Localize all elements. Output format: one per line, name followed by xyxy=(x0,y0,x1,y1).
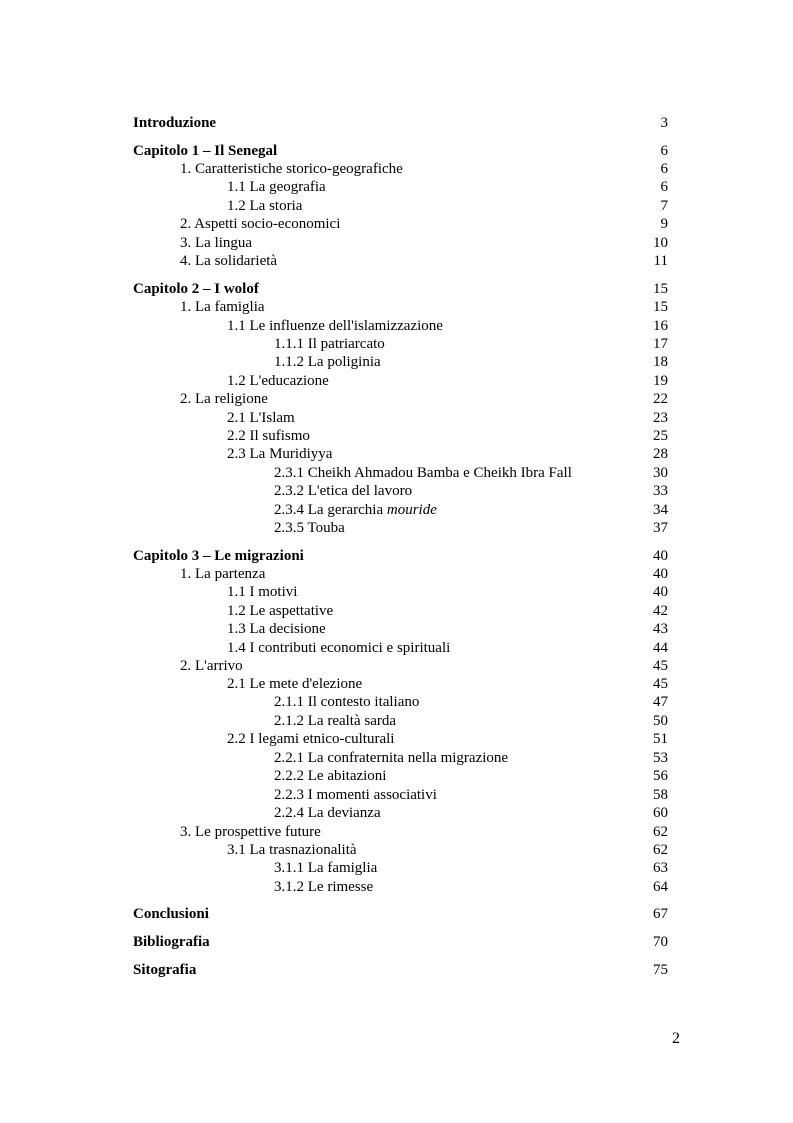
toc-entry-label: Capitolo 1 – Il Senegal xyxy=(133,143,278,159)
toc-entry-page: 56 xyxy=(653,768,668,784)
toc-entry-label: 3.1 La trasnazionalità xyxy=(227,842,357,858)
toc-entry-page: 3 xyxy=(660,115,668,131)
toc-entry[interactable] xyxy=(0,841,793,859)
toc-entry-page: 6 xyxy=(660,143,668,159)
toc-entry-page: 67 xyxy=(653,906,668,922)
toc-entry-label: 2.2.2 Le abitazioni xyxy=(274,768,387,784)
toc-entry[interactable] xyxy=(0,693,793,711)
toc-entry[interactable] xyxy=(0,583,793,601)
toc-entry-page: 28 xyxy=(653,446,668,462)
toc-entry-page: 34 xyxy=(653,502,668,518)
toc-entry-page: 50 xyxy=(653,713,668,729)
toc-entry-label: Bibliografia xyxy=(133,934,210,950)
toc-entry-introduzione[interactable] xyxy=(0,114,793,132)
toc-entry[interactable] xyxy=(0,335,793,353)
toc-entry-page: 18 xyxy=(653,354,668,370)
toc-entry-label: 2.1.2 La realtà sarda xyxy=(274,713,397,729)
toc-entry-page: 23 xyxy=(653,410,668,426)
toc-entry[interactable] xyxy=(0,317,793,335)
toc-entry[interactable] xyxy=(0,197,793,215)
toc-entry[interactable] xyxy=(0,519,793,537)
toc-entry-label: 2.2 I legami etnico-culturali xyxy=(227,731,395,747)
toc-entry-label: Capitolo 2 – I wolof xyxy=(133,281,259,297)
toc-entry-bibliografia[interactable] xyxy=(0,933,793,951)
toc-entry-label: 3. Le prospettive future xyxy=(180,824,321,840)
toc-entry[interactable] xyxy=(0,602,793,620)
toc-entry-page: 11 xyxy=(653,253,668,269)
toc-entry-label: 3.1.1 La famiglia xyxy=(274,860,378,876)
toc-entry[interactable] xyxy=(0,234,793,252)
toc-entry[interactable] xyxy=(0,482,793,500)
toc-entry[interactable] xyxy=(0,353,793,371)
toc-entry-label: 2. La religione xyxy=(180,391,268,407)
toc-entry[interactable] xyxy=(0,390,793,408)
toc-entry-page: 15 xyxy=(653,299,668,315)
toc-entry[interactable] xyxy=(0,675,793,693)
toc-entry-page: 62 xyxy=(653,842,668,858)
toc-entry[interactable] xyxy=(0,427,793,445)
toc-entry-label: 2.3 La Muridiyya xyxy=(227,446,333,462)
toc-entry-page: 40 xyxy=(653,566,668,582)
toc-entry-label: 2.2 Il sufismo xyxy=(227,428,310,444)
toc-entry-page: 53 xyxy=(653,750,668,766)
toc-entry-page: 17 xyxy=(653,336,668,352)
toc-entry-label: 1.3 La decisione xyxy=(227,621,326,637)
toc-entry-sitografia[interactable] xyxy=(0,961,793,979)
toc-entry-page: 15 xyxy=(653,281,668,297)
toc-entry-page: 33 xyxy=(653,483,668,499)
toc-entry-page: 6 xyxy=(660,179,668,195)
toc-entry-label: 3.1.2 Le rimesse xyxy=(274,879,374,895)
toc-entry-page: 10 xyxy=(653,235,668,251)
toc-entry-label: 2. Aspetti socio-economici xyxy=(180,216,341,232)
toc-entry-label: 1.1.2 La poliginia xyxy=(274,354,381,370)
toc-entry-label: 1.1 Le influenze dell'islamizzazione xyxy=(227,318,443,334)
toc-entry-page: 40 xyxy=(653,548,668,564)
toc-entry[interactable] xyxy=(0,178,793,196)
toc-entry-label: 1.1 La geografia xyxy=(227,179,326,195)
toc-entry[interactable] xyxy=(0,372,793,390)
toc-entry-label: Capitolo 3 – Le migrazioni xyxy=(133,548,304,564)
toc-entry[interactable] xyxy=(0,712,793,730)
toc-entry-label: 1.2 Le aspettative xyxy=(227,603,334,619)
toc-entry-page: 30 xyxy=(653,465,668,481)
toc-entry-label: 2.1.1 Il contesto italiano xyxy=(274,694,420,710)
toc-entry-page: 25 xyxy=(653,428,668,444)
toc-entry-label: 1. La partenza xyxy=(180,566,266,582)
toc-entry[interactable] xyxy=(0,565,793,583)
toc-entry-capitolo-2[interactable] xyxy=(0,280,793,298)
toc-entry-label: 1. La famiglia xyxy=(180,299,265,315)
toc-entry-label: 2.3.5 Touba xyxy=(274,520,345,536)
toc-entry-capitolo-3[interactable] xyxy=(0,547,793,565)
page-number: 2 xyxy=(672,1030,680,1047)
toc-entry-page: 6 xyxy=(660,161,668,177)
toc-entry-label: 2.1 L'Islam xyxy=(227,410,295,426)
toc-entry-page: 51 xyxy=(653,731,668,747)
toc-entry-label: 1.1 I motivi xyxy=(227,584,298,600)
toc-entry[interactable] xyxy=(0,749,793,767)
toc-entry-page: 7 xyxy=(660,198,668,214)
toc-entry-label: 1. Caratteristiche storico-geografiche xyxy=(180,161,403,177)
toc-entry-label: Introduzione xyxy=(133,115,217,131)
toc-entry-page: 70 xyxy=(653,934,668,950)
toc-entry[interactable] xyxy=(0,786,793,804)
toc-entry[interactable] xyxy=(0,409,793,427)
toc-entry[interactable] xyxy=(0,859,793,877)
toc-entry-label: 2. L'arrivo xyxy=(180,658,243,674)
toc-entry-label: 2.3.2 L'etica del lavoro xyxy=(274,483,413,499)
toc-entry-page: 9 xyxy=(660,216,668,232)
toc-entry-label: 1.1.1 Il patriarcato xyxy=(274,336,385,352)
toc-entry-label: 1.2 L'educazione xyxy=(227,373,329,389)
toc-entry[interactable] xyxy=(0,823,793,841)
toc-entry[interactable] xyxy=(0,215,793,233)
toc-entry-page: 42 xyxy=(653,603,668,619)
toc-entry[interactable] xyxy=(0,252,793,270)
toc-entry-page: 60 xyxy=(653,805,668,821)
toc-entry-page: 43 xyxy=(653,621,668,637)
toc-entry-label: 2.1 Le mete d'elezione xyxy=(227,676,363,692)
toc-entry[interactable] xyxy=(0,464,793,482)
toc-entry-label: 2.3.1 Cheikh Ahmadou Bamba e Cheikh Ibra Fall xyxy=(274,465,572,481)
toc-entry-page: 16 xyxy=(653,318,668,334)
toc-entry-label: Sitografia xyxy=(133,962,197,978)
toc-entry-page: 22 xyxy=(653,391,668,407)
toc-entry-label: 1.4 I contributi economici e spirituali xyxy=(227,640,451,656)
toc-entry[interactable] xyxy=(0,445,793,463)
toc-entry-label: 1.2 La storia xyxy=(227,198,303,214)
toc-entry[interactable] xyxy=(0,639,793,657)
toc-entry-label: Conclusioni xyxy=(133,906,209,922)
toc-entry-page: 45 xyxy=(653,658,668,674)
toc-entry[interactable] xyxy=(0,160,793,178)
toc-entry-page: 58 xyxy=(653,787,668,803)
toc-entry[interactable] xyxy=(0,620,793,638)
toc-entry[interactable] xyxy=(0,730,793,748)
toc-entry-label-text: 2.3.4 La gerarchia xyxy=(274,502,387,518)
toc-entry-label: 2.2.1 La confraternita nella migrazione xyxy=(274,750,509,766)
toc-entry[interactable] xyxy=(0,878,793,896)
toc-entry-page: 45 xyxy=(653,676,668,692)
toc-entry-page: 63 xyxy=(653,860,668,876)
toc-entry-page: 19 xyxy=(653,373,668,389)
toc-entry-label xyxy=(274,501,437,519)
toc-entry[interactable] xyxy=(0,298,793,316)
toc-entry-label: 2.2.4 La devianza xyxy=(274,805,381,821)
toc-entry-label: 3. La lingua xyxy=(180,235,253,251)
toc-entry-page: 62 xyxy=(653,824,668,840)
toc-entry-conclusioni[interactable] xyxy=(0,905,793,923)
toc-entry[interactable] xyxy=(0,657,793,675)
toc-entry-page: 75 xyxy=(653,962,668,978)
toc-entry-page: 37 xyxy=(653,520,668,536)
toc-entry-label: 4. La solidarietà xyxy=(180,253,278,269)
toc-entry-page: 64 xyxy=(653,879,668,895)
toc-entry-capitolo-1[interactable] xyxy=(0,142,793,160)
toc-entry-label: 2.2.3 I momenti associativi xyxy=(274,787,437,803)
toc-entry[interactable] xyxy=(0,501,793,519)
toc-entry-page: 40 xyxy=(653,584,668,600)
toc-entry-page: 44 xyxy=(653,640,668,656)
toc-entry-page: 47 xyxy=(653,694,668,710)
toc-entry-label-italic: mouride xyxy=(386,502,437,518)
toc-entry[interactable] xyxy=(0,767,793,785)
toc-entry[interactable] xyxy=(0,804,793,822)
